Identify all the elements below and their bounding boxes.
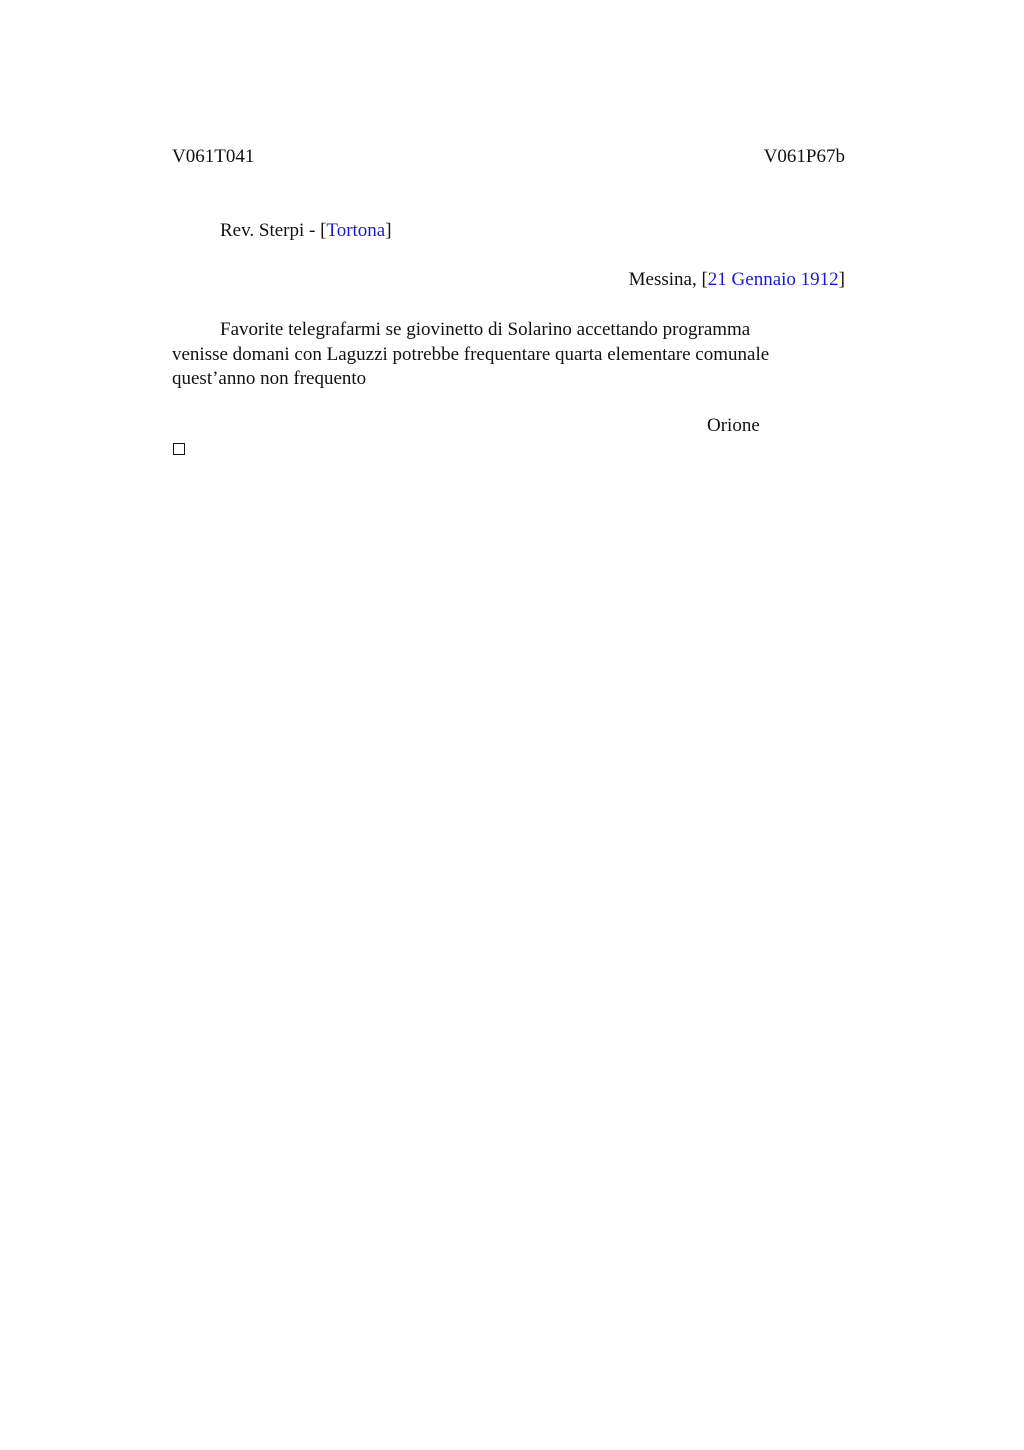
dateline-bracket-close: ]	[838, 269, 845, 290]
message-line: venisse domani con Laguzzi potrebbe frequentare quarta elementare comunale	[172, 343, 770, 365]
recipient-name: Rev. Sterpi - [	[220, 220, 327, 241]
recipient-place-link[interactable]: Tortona	[326, 220, 386, 241]
document-header	[172, 146, 845, 172]
dateline	[629, 269, 845, 291]
recipient-bracket-close: ]	[385, 220, 392, 241]
dateline-date-link[interactable]: 21 Gennaio 1912	[707, 269, 839, 290]
message-line: quest’anno non frequento	[172, 368, 367, 389]
document-code-right: V061P67b	[763, 146, 845, 167]
message-line: Favorite telegrafarmi se giovinetto di Solarino accettando programma	[220, 319, 751, 340]
document-code-left: V061T041	[172, 146, 255, 167]
dateline-place: Messina, [	[628, 269, 708, 290]
message-body	[172, 318, 845, 392]
square-outline-icon	[173, 443, 185, 455]
recipient-address	[220, 220, 392, 242]
signature: Orione	[707, 415, 760, 436]
